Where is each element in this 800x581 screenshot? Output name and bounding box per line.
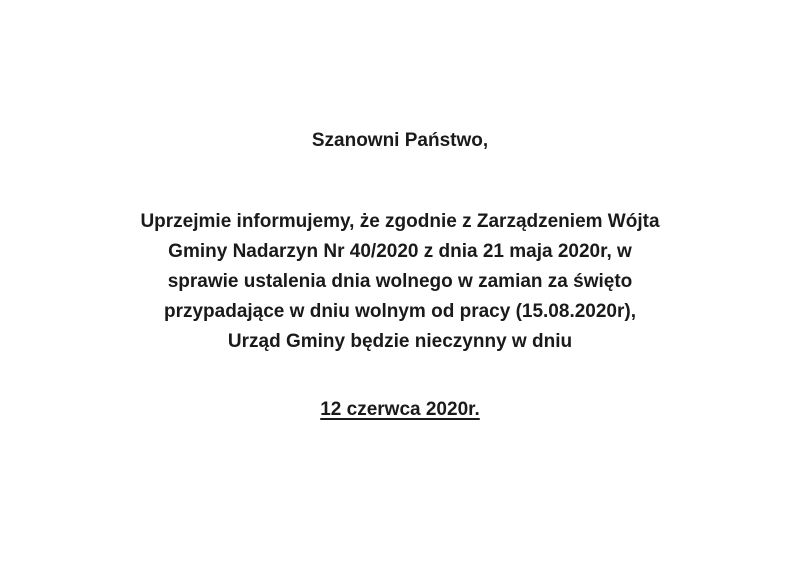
notice-body — [0, 207, 800, 357]
notice-line: Uprzejmie informujemy, że zgodnie z Zarządzeniem Wójta — [140, 211, 660, 232]
closed-date: 12 czerwca 2020r. — [320, 399, 480, 420]
closed-date-line — [0, 396, 800, 424]
notice-line: Urząd Gminy będzie nieczynny w dniu — [227, 331, 573, 352]
notice-line: sprawie ustalenia dnia wolnego w zamian za święto — [167, 271, 633, 292]
notice-line: przypadające w dniu wolnym od pracy (15.08.2020r), — [163, 301, 636, 322]
notice-line: Gminy Nadarzyn Nr 40/2020 z dnia 21 maja 2020r, w — [168, 241, 632, 262]
greeting: Szanowni Państwo, — [311, 130, 489, 151]
